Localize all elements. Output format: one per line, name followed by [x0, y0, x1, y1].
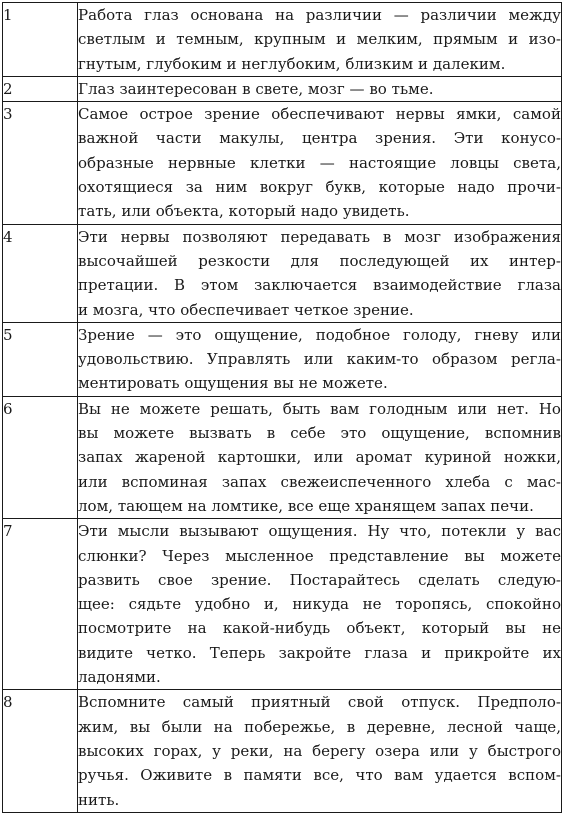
row-number: 4 — [3, 224, 78, 322]
numbered-text-table — [2, 2, 562, 813]
text-line: или вспоминая запах свежеиспеченного хлеба с мас- — [78, 472, 561, 491]
text-line: нить. — [78, 790, 120, 809]
text-line: Зрение — это ощущение, подобное голоду, гневу или — [78, 325, 561, 344]
row-text — [78, 322, 562, 396]
row-text — [78, 3, 562, 77]
row-number: 1 — [3, 3, 78, 77]
row-text — [78, 519, 562, 690]
text-line: ментировать ощущения вы не можете. — [78, 374, 388, 393]
row-number: 8 — [3, 690, 78, 812]
text-line: Эти нервы позволяют передавать в мозг изображения — [78, 227, 561, 246]
text-line: ручья. Оживите в памяти все, что вам удается вспом- — [78, 766, 561, 785]
table-body — [3, 3, 562, 813]
text-line: охотящиеся за ним вокруг букв, которые надо прочи- — [78, 178, 561, 197]
table-row — [3, 102, 562, 224]
table-row — [3, 690, 562, 812]
text-line: Вспомните самый приятный свой отпуск. Предполо- — [78, 693, 561, 712]
text-line: Самое острое зрение обеспечивают нервы ямки, самой — [78, 105, 561, 124]
table-row — [3, 396, 562, 518]
text-line: развить свое зрение. Постарайтесь сделать следую- — [78, 570, 561, 589]
text-line: Вы не можете решать, быть вам голодным или нет. Но — [78, 399, 561, 418]
row-text — [78, 224, 562, 322]
text-line: щее: сядьте удобно и, никуда не торопясь, спокойно — [78, 595, 561, 614]
row-number: 2 — [3, 76, 78, 101]
text-line: удовольствию. Управлять или каким-то образом регла- — [78, 350, 561, 369]
row-number: 6 — [3, 396, 78, 518]
table-row — [3, 519, 562, 690]
text-line: тать, или объекта, который надо увидеть. — [78, 202, 410, 221]
text-line: высоких горах, у реки, на берегу озера или у быстрого — [78, 741, 561, 760]
row-number: 3 — [3, 102, 78, 224]
text-line: Эти мысли вызывают ощущения. Ну что, потекли у вас — [78, 522, 561, 541]
text-line: лом, тающем на ломтике, все еще хранящем запах печи. — [78, 496, 534, 515]
text-line: высочайшей резкости для последующей их интер- — [78, 251, 561, 270]
text-line: Глаз заинтересован в свете, мозг — во тьме. — [78, 79, 434, 98]
table-row — [3, 224, 562, 322]
table-row — [3, 322, 562, 396]
row-number: 7 — [3, 519, 78, 690]
table-row — [3, 3, 562, 77]
text-line: образные нервные клетки — настоящие ловцы света, — [78, 153, 561, 172]
text-line: ладонями. — [78, 668, 161, 687]
text-line: вы можете вызвать в себе это ощущение, вспомнив — [78, 424, 561, 443]
text-line: видите четко. Теперь закройте глаза и прикройте их — [78, 643, 561, 662]
text-line: и мозга, что обеспечивает четкое зрение. — [78, 300, 414, 319]
text-line: запах жареной картошки, или аромат куриной ножки, — [78, 448, 561, 467]
row-number: 5 — [3, 322, 78, 396]
row-text — [78, 102, 562, 224]
text-line: светлым и темным, крупным и мелким, прямым и изо- — [78, 30, 561, 49]
row-text — [78, 396, 562, 518]
text-line: претации. В этом заключается взаимодействие глаза — [78, 276, 561, 295]
text-line: посмотрите на какой-нибудь объект, который вы не — [78, 619, 561, 638]
text-line: жим, вы были на побережье, в деревне, лесной чаще, — [78, 717, 561, 736]
row-text — [78, 690, 562, 812]
table-row — [3, 76, 562, 101]
row-text — [78, 76, 562, 101]
text-line: важной части макулы, центра зрения. Эти конусо- — [78, 129, 561, 148]
text-line: Работа глаз основана на различии — различии между — [78, 6, 561, 24]
text-line: гнутым, глубоким и неглубоким, близким и далеким. — [78, 54, 506, 73]
text-line: слюнки? Через мысленное представление вы можете — [78, 546, 561, 565]
